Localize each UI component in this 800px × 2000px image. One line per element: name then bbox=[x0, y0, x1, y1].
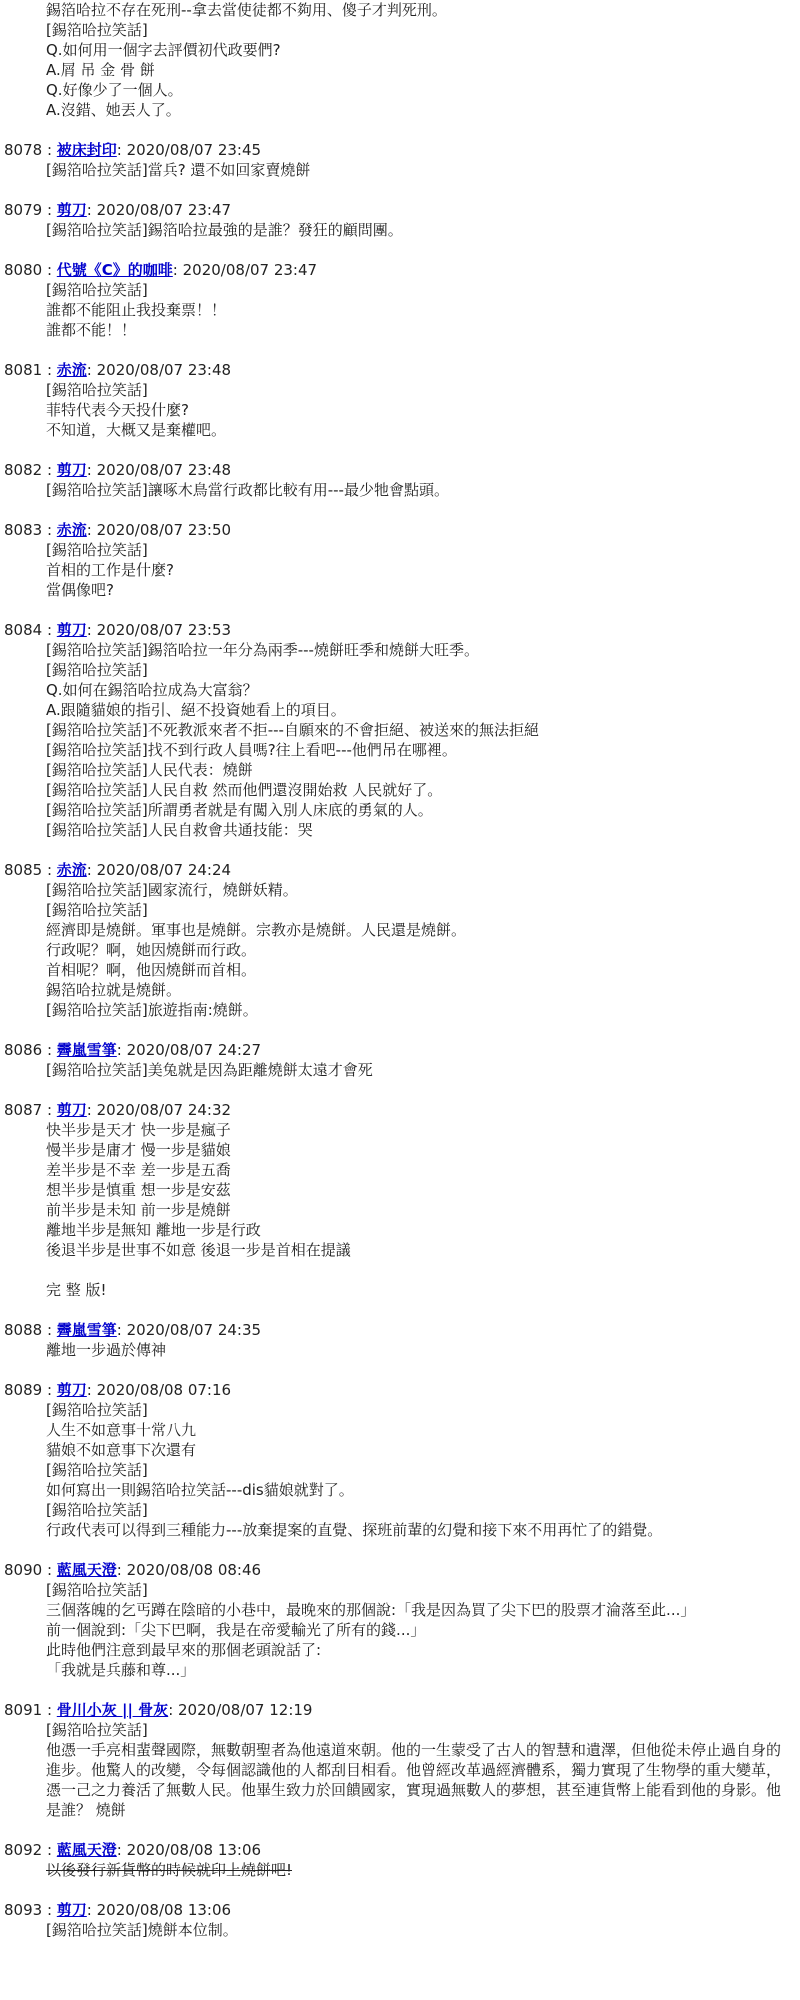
post-separator: : bbox=[86, 1901, 97, 1919]
post-body-line: 此時他們注意到最早來的那個老頭說話了: bbox=[46, 1641, 322, 1659]
post-separator: : bbox=[116, 1041, 127, 1059]
post-number: 8085 bbox=[4, 861, 43, 879]
post-entry bbox=[4, 360, 794, 440]
post-body-line: Q.如何用一個字去評價初代政要們? bbox=[46, 41, 281, 59]
post-entry bbox=[4, 1320, 794, 1360]
post-separator: : bbox=[86, 1381, 97, 1399]
post-separator: : bbox=[42, 461, 57, 479]
post-body-line: 經濟即是燒餅。軍事也是燒餅。宗教亦是燒餅。人民還是燒餅。 bbox=[46, 921, 467, 939]
post-timestamp: 2020/08/08 08:46 bbox=[126, 1561, 262, 1579]
author-link[interactable]: 剪刀 bbox=[56, 1901, 87, 1919]
post-body bbox=[4, 380, 794, 440]
post-body-line: [錫箔哈拉笑話]人民自救會共通技能：哭 bbox=[46, 821, 313, 839]
post-timestamp: 2020/08/07 24:27 bbox=[126, 1041, 262, 1059]
post-body-line: A.跟隨貓娘的指引、絕不投資她看上的項目。 bbox=[46, 701, 346, 719]
post-body bbox=[4, 480, 794, 500]
post-body-line: 錫箔哈拉不存在死刑--拿去當使徒都不夠用、傻子才判死刑。 bbox=[46, 1, 447, 19]
post-body bbox=[4, 1580, 794, 1680]
post-separator: : bbox=[42, 261, 57, 279]
author-link[interactable]: 霽嵐雪箏 bbox=[56, 1321, 117, 1339]
post-body-line: 人生不如意事十常八九 bbox=[46, 1421, 197, 1439]
post-header bbox=[4, 620, 794, 640]
post-body-line: Q.如何在錫箔哈拉成為大富翁？ bbox=[46, 681, 258, 699]
post-timestamp: 2020/08/07 23:48 bbox=[96, 461, 232, 479]
post-body-line: [錫箔哈拉笑話]人民自救 然而他們還沒開始救 人民就好了。 bbox=[46, 781, 443, 799]
author-link[interactable]: 藍風天澄 bbox=[56, 1841, 117, 1859]
post-entry bbox=[4, 140, 794, 180]
post-entry bbox=[4, 260, 794, 340]
post-body-line: [錫箔哈拉笑話] bbox=[46, 1721, 148, 1739]
post-separator: : bbox=[42, 621, 57, 639]
post-separator: : bbox=[86, 361, 97, 379]
post-timestamp: 2020/08/07 12:19 bbox=[178, 1701, 313, 1719]
post-body-line: [錫箔哈拉笑話]美兔就是因為距離燒餅太遠才會死 bbox=[46, 1061, 373, 1079]
post-body-line: [錫箔哈拉笑話]燒餅本位制。 bbox=[46, 1921, 238, 1939]
post-body-line: 離地一步過於傳神 bbox=[46, 1341, 167, 1359]
post-separator: : bbox=[42, 1101, 57, 1119]
post-separator: : bbox=[86, 201, 97, 219]
post-separator: : bbox=[42, 1041, 57, 1059]
post-header bbox=[4, 1560, 794, 1580]
post-timestamp: 2020/08/07 23:45 bbox=[126, 141, 262, 159]
post-entry bbox=[4, 200, 794, 240]
post-separator: : bbox=[168, 1701, 179, 1719]
post-body-line bbox=[46, 1260, 794, 1280]
post-timestamp: 2020/08/07 24:35 bbox=[126, 1321, 262, 1339]
post-body-line: 他憑一手亮相蜚聲國際，無數朝聖者為他遠道來朝。他的一生蒙受了古人的智慧和遺澤，但他從未停止過自身的進步。他驚人的改變，令每個認識他的人都刮目相看。他曾經改革過經濟體系，獨力實現了生物學的重大變革，憑一己之力養活了無數人民。他畢生致力於回饋國家，實現過無數人的夢想，甚至連貨幣上能看到他的身影。他是誰？ 燒餅 bbox=[46, 1741, 782, 1819]
post-separator: : bbox=[116, 1841, 127, 1859]
post-body-line: 錫箔哈拉就是燒餅。 bbox=[46, 981, 182, 999]
post-body-line: [錫箔哈拉笑話] bbox=[46, 281, 148, 299]
post-body-line: [錫箔哈拉笑話]找不到行政人員嗎?往上看吧---他們吊在哪裡。 bbox=[46, 741, 457, 759]
post-body-line: 前一個說到:「尖下巴啊，我是在帝愛輸光了所有的錢...」 bbox=[46, 1621, 426, 1639]
author-link[interactable]: 剪刀 bbox=[56, 1101, 87, 1119]
post-separator: : bbox=[42, 521, 57, 539]
post-timestamp: 2020/08/08 13:06 bbox=[126, 1841, 262, 1859]
post-entry bbox=[4, 1560, 794, 1680]
author-link[interactable]: 骨川小灰 || 骨灰 bbox=[56, 1701, 169, 1719]
post-timestamp: 2020/08/07 24:24 bbox=[96, 861, 232, 879]
post-timestamp: 2020/08/07 23:47 bbox=[182, 261, 318, 279]
post-body-line: [錫箔哈拉笑話] bbox=[46, 901, 148, 919]
post-header bbox=[4, 1100, 794, 1120]
post-body-line: [錫箔哈拉笑話]當兵? 還不如回家賣燒餅 bbox=[46, 161, 311, 179]
post-number: 8089 bbox=[4, 1381, 43, 1399]
post-entry bbox=[4, 1040, 794, 1080]
post-body bbox=[4, 1860, 794, 1880]
post-separator: : bbox=[172, 261, 183, 279]
post-entry bbox=[4, 860, 794, 1020]
post-body bbox=[4, 640, 794, 840]
post-timestamp: 2020/08/07 23:53 bbox=[96, 621, 232, 639]
post-body-line: 首相呢？啊，他因燒餅而首相。 bbox=[46, 961, 257, 979]
post-entry bbox=[4, 1900, 794, 1940]
post-body-line: [錫箔哈拉笑話]所謂勇者就是有闖入別人床底的勇氣的人。 bbox=[46, 801, 433, 819]
post-body-line: [錫箔哈拉笑話]錫箔哈拉最強的是誰？發狂的顧問團。 bbox=[46, 221, 403, 239]
post-number: 8079 bbox=[4, 201, 43, 219]
post-timestamp: 2020/08/08 07:16 bbox=[96, 1381, 232, 1399]
post-header bbox=[4, 140, 794, 160]
post-separator: : bbox=[42, 1901, 57, 1919]
post-separator: : bbox=[86, 621, 97, 639]
post-separator: : bbox=[86, 521, 97, 539]
post-body-line: 完 整 版! bbox=[46, 1281, 107, 1299]
post-body-line: A.沒錯、她丟人了。 bbox=[46, 101, 181, 119]
post-body-line: 「我就是兵藤和尊...」 bbox=[46, 1661, 196, 1679]
post-body-line: A.屑 吊 金 骨 餅 bbox=[46, 61, 155, 79]
post-header bbox=[4, 860, 794, 880]
post-body-line: [錫箔哈拉笑話]旅遊指南:燒餅。 bbox=[46, 1001, 258, 1019]
author-link[interactable]: 剪刀 bbox=[56, 201, 87, 219]
post-number: 8082 bbox=[4, 461, 43, 479]
post-separator: : bbox=[42, 1321, 57, 1339]
post-body-line: 如何寫出一則錫箔哈拉笑話---dis貓娘就對了。 bbox=[46, 1481, 354, 1499]
post-body-line: [錫箔哈拉笑話]錫箔哈拉一年分為兩季---燒餅旺季和燒餅大旺季。 bbox=[46, 641, 479, 659]
post-header bbox=[4, 200, 794, 220]
post-separator: : bbox=[42, 1561, 57, 1579]
thread-container bbox=[4, 0, 794, 1940]
post-body-line: [錫箔哈拉笑話] bbox=[46, 1401, 148, 1419]
post-body-line: 差半步是不幸 差一步是五喬 bbox=[46, 1161, 231, 1179]
post-number: 8084 bbox=[4, 621, 43, 639]
post-entry bbox=[4, 1840, 794, 1880]
post-body bbox=[4, 880, 794, 1020]
post-separator: : bbox=[116, 1321, 127, 1339]
post-timestamp: 2020/08/07 23:47 bbox=[96, 201, 232, 219]
post-body-line: [錫箔哈拉笑話] bbox=[46, 1581, 148, 1599]
post-header bbox=[4, 460, 794, 480]
post-body bbox=[4, 280, 794, 340]
post-entry bbox=[4, 520, 794, 600]
post-separator: : bbox=[86, 861, 97, 879]
post-body-line: Q.好像少了一個人。 bbox=[46, 81, 183, 99]
author-link[interactable]: 赤流 bbox=[56, 861, 87, 879]
post-number: 8093 bbox=[4, 1901, 43, 1919]
post-header bbox=[4, 520, 794, 540]
post-body-line: 菲特代表今天投什麼? bbox=[46, 401, 189, 419]
post-number: 8092 bbox=[4, 1841, 43, 1859]
post-body-line: [錫箔哈拉笑話] bbox=[46, 381, 148, 399]
post-body bbox=[4, 540, 794, 600]
post-number: 8078 bbox=[4, 141, 43, 159]
post-body-line: 誰都不能阻止我投棄票！！ bbox=[46, 301, 227, 319]
post-entry bbox=[4, 1380, 794, 1540]
post-body bbox=[4, 1060, 794, 1080]
post-body-line: 行政代表可以得到三種能力---放棄提案的直覺、探班前輩的幻覺和接下來不用再忙了的錯覺。 bbox=[46, 1521, 663, 1539]
post-body-line: 快半步是天才 快一步是瘋子 bbox=[46, 1121, 231, 1139]
post-body-line: [錫箔哈拉笑話] bbox=[46, 661, 148, 679]
post-number: 8080 bbox=[4, 261, 43, 279]
post-separator: : bbox=[42, 361, 57, 379]
post-entry bbox=[4, 1700, 794, 1820]
post-separator: : bbox=[42, 201, 57, 219]
post-header bbox=[4, 1900, 794, 1920]
post-list bbox=[4, 140, 794, 1940]
post-body bbox=[4, 1120, 794, 1300]
post-body-line: [錫箔哈拉笑話] bbox=[46, 1461, 148, 1479]
post-timestamp: 2020/08/07 24:32 bbox=[96, 1101, 232, 1119]
post-body-line: 後退半步是世事不如意 後退一步是首相在提議 bbox=[46, 1241, 351, 1259]
author-link[interactable]: 剪刀 bbox=[56, 1381, 87, 1399]
post-header bbox=[4, 260, 794, 280]
post-body-line: 慢半步是庸才 慢一步是貓娘 bbox=[46, 1141, 231, 1159]
post-header bbox=[4, 1380, 794, 1400]
post-separator: : bbox=[42, 141, 57, 159]
post-body-line: 三個落魄的乞丐蹲在陰暗的小巷中，最晚來的那個說:「我是因為買了尖下巴的股票才淪落至此...」 bbox=[46, 1601, 696, 1619]
post-entry bbox=[4, 1100, 794, 1300]
post-body-line: [錫箔哈拉笑話] bbox=[46, 541, 148, 559]
post-header bbox=[4, 1320, 794, 1340]
post-number: 8090 bbox=[4, 1561, 43, 1579]
post-separator: : bbox=[116, 1561, 127, 1579]
post-separator: : bbox=[42, 861, 57, 879]
post-separator: : bbox=[86, 1101, 97, 1119]
post-timestamp: 2020/08/07 23:48 bbox=[96, 361, 232, 379]
post-body-line: 離地半步是無知 離地一步是行政 bbox=[46, 1221, 261, 1239]
post-body-line: [錫箔哈拉笑話]人民代表：燒餅 bbox=[46, 761, 253, 779]
post-body-line: [錫箔哈拉笑話] bbox=[46, 21, 148, 39]
post-number: 8081 bbox=[4, 361, 43, 379]
post-body-line: [錫箔哈拉笑話]不死教派來者不拒---自願來的不會拒絕、被送來的無法拒絕 bbox=[46, 721, 539, 739]
post-body bbox=[4, 1340, 794, 1360]
post-header bbox=[4, 1700, 794, 1720]
post-header bbox=[4, 1840, 794, 1860]
post-separator: : bbox=[42, 1841, 57, 1859]
post-body-line: 當偶像吧? bbox=[46, 581, 114, 599]
post-body-line: 前半步是未知 前一步是燒餅 bbox=[46, 1201, 231, 1219]
post-number: 8088 bbox=[4, 1321, 43, 1339]
post-body-line: 首相的工作是什麼? bbox=[46, 561, 174, 579]
post-header bbox=[4, 1040, 794, 1060]
post-number: 8091 bbox=[4, 1701, 43, 1719]
post-number: 8086 bbox=[4, 1041, 43, 1059]
post-separator: : bbox=[42, 1381, 57, 1399]
post-separator: : bbox=[42, 1701, 57, 1719]
post-body-line: 以後發行新貨幣的時候就印上燒餅吧! bbox=[46, 1861, 293, 1879]
author-link[interactable]: 代號《C》的咖啡 bbox=[56, 261, 173, 279]
author-link[interactable]: 赤流 bbox=[56, 521, 87, 539]
post-body-line: [錫箔哈拉笑話]讓啄木鳥當行政都比較有用---最少牠會點頭。 bbox=[46, 481, 449, 499]
post-separator: : bbox=[86, 461, 97, 479]
author-link[interactable]: 剪刀 bbox=[56, 461, 87, 479]
post-body-line: [錫箔哈拉笑話] bbox=[46, 1501, 148, 1519]
post-body bbox=[4, 1400, 794, 1540]
post-separator: : bbox=[116, 141, 127, 159]
post-header bbox=[4, 360, 794, 380]
post-body bbox=[4, 1920, 794, 1940]
post-number: 8087 bbox=[4, 1101, 43, 1119]
author-link[interactable]: 赤流 bbox=[56, 361, 87, 379]
post-body-line: 想半步是慎重 想一步是安茲 bbox=[46, 1181, 231, 1199]
post-body bbox=[4, 160, 794, 180]
post-body-line: 行政呢？啊，她因燒餅而行政。 bbox=[46, 941, 257, 959]
author-link[interactable]: 被床封印 bbox=[56, 141, 117, 159]
previous-post-continuation bbox=[4, 0, 794, 120]
author-link[interactable]: 藍風天澄 bbox=[56, 1561, 117, 1579]
post-body bbox=[4, 220, 794, 240]
post-body bbox=[4, 1720, 794, 1820]
post-body-line: [錫箔哈拉笑話]國家流行，燒餅妖精。 bbox=[46, 881, 298, 899]
post-timestamp: 2020/08/08 13:06 bbox=[96, 1901, 232, 1919]
post-number: 8083 bbox=[4, 521, 43, 539]
author-link[interactable]: 剪刀 bbox=[56, 621, 87, 639]
post-entry bbox=[4, 460, 794, 500]
author-link[interactable]: 霽嵐雪箏 bbox=[56, 1041, 117, 1059]
post-timestamp: 2020/08/07 23:50 bbox=[96, 521, 232, 539]
post-body-line: 貓娘不如意事下次還有 bbox=[46, 1441, 197, 1459]
post-body-line: 誰都不能！！ bbox=[46, 321, 137, 339]
post-body-line: 不知道，大概又是棄權吧。 bbox=[46, 421, 227, 439]
post-entry bbox=[4, 620, 794, 840]
